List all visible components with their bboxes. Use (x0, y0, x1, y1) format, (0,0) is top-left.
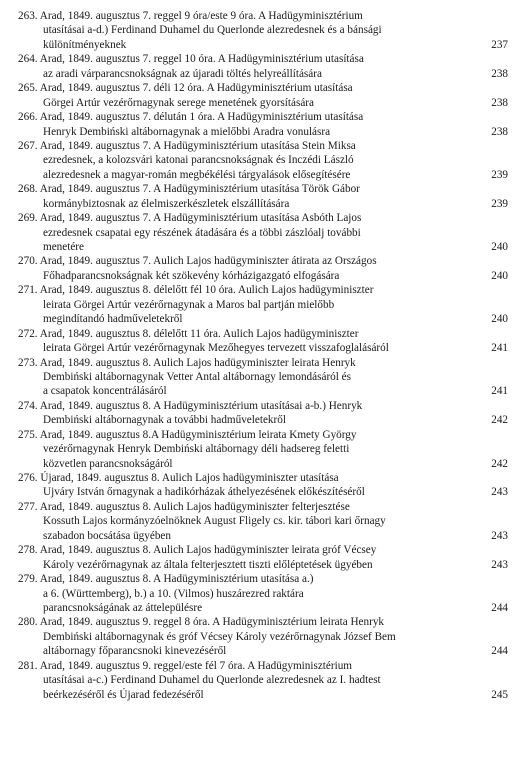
entry-text: beérkezéséről és Újarad fedezéséről (43, 688, 204, 701)
entry-text: parancsnokságának az áttelepülésre (43, 601, 203, 614)
entry-number: 275. (18, 428, 38, 441)
entry-text: Kossuth Lajos kormányzóelnöknek August Fligely cs. kir. tábori kari őrnagy (43, 515, 386, 528)
entry-text: Arad, 1849. augusztus 7. reggel 9 óra/este 9 óra. A Hadügyminisztérium (39, 10, 363, 22)
entry-text: alezredesnek a magyar-román megbékélési tárgyalások elősegítésére (43, 168, 351, 181)
entry-first-line (18, 399, 508, 413)
entry-text: Arad, 1849. augusztus 9. reggel 8 óra. A Hadügyminisztérium leirata Henryk (39, 616, 385, 629)
entry-continuation-line (18, 226, 508, 240)
entry-page-number: 238 (491, 67, 508, 80)
entry-text: Arad, 1849. augusztus 8.A Hadügyminisztérium leirata Kmety György (39, 428, 357, 441)
entry-text: Károly vezérőrnagynak az általa felterjesztett tiszti előléptetések ügyében (43, 558, 373, 571)
entry-continuation-line (18, 514, 508, 528)
entry-number: 277. (18, 500, 38, 513)
entry-first-line (18, 9, 508, 23)
entry-page-number: 238 (491, 96, 508, 109)
entry-continuation-line (18, 298, 508, 312)
entry-text: Arad, 1849. augusztus 7. Aulich Lajos hadügyminiszter átirata az Országos (39, 255, 377, 268)
entry-continuation-line (18, 240, 508, 254)
entry-text: megindítandó hadműveletekről (43, 313, 183, 326)
entry-first-line (18, 139, 508, 153)
toc-entry (18, 659, 508, 702)
toc-entry (18, 81, 508, 110)
entry-text: Arad, 1849. augusztus 8. Aulich Lajos hadügyminiszter leirata Henryk (39, 356, 356, 369)
entry-continuation-line (18, 413, 508, 427)
entry-text: leirata Görgei Artúr vezérőrnagynak a Maros bal partján mielőbb (43, 298, 335, 311)
toc-entry (18, 110, 508, 139)
entry-text: Arad, 1849. augusztus 7. A Hadügyminisztérium utasítása Asbóth Lajos (39, 212, 362, 225)
toc-entry (18, 543, 508, 572)
entry-page-number: 238 (491, 125, 508, 138)
entry-page-number: 243 (491, 529, 508, 542)
entry-text: Henryk Dembiński altábornagynak a mielőbbi Aradra vonulásra (43, 125, 331, 138)
entry-continuation-line (18, 630, 508, 644)
entry-continuation-line (18, 269, 508, 283)
entry-page-number: 244 (491, 601, 508, 614)
entry-continuation-line (18, 673, 508, 687)
entry-text: kormánybiztosnak az élelmiszerkészletek elszállítására (43, 197, 290, 210)
toc-entry (18, 428, 508, 471)
entry-text: az aradi várparancsnokságnak az újaradi töltés helyreállítására (43, 67, 322, 80)
entry-text: Arad, 1849. augusztus 7. reggel 10 óra. A Hadügyminisztérium utasítása (39, 53, 364, 66)
entry-number: 268. (18, 183, 38, 196)
toc-entry (18, 572, 508, 615)
entry-number: 276. (18, 472, 38, 484)
entry-first-line (18, 659, 508, 673)
entry-number: 281. (18, 659, 38, 672)
entry-continuation-line (18, 370, 508, 384)
entry-text: Görgei Artúr vezérőrnagynak serege menetének gyorsítására (43, 96, 314, 109)
entry-continuation-line (18, 153, 508, 167)
entry-number: 274. (18, 399, 38, 412)
entry-page-number: 239 (491, 168, 508, 181)
entry-continuation-line (18, 341, 508, 355)
entry-page-number: 240 (491, 313, 508, 326)
entry-continuation-line (18, 442, 508, 456)
entry-continuation-line (18, 38, 508, 52)
entry-first-line (18, 283, 508, 297)
entry-text: utasításai a-d.) Ferdinand Duhamel du Querlonde alezredesnek és a bánsági (43, 24, 382, 37)
entry-text: Arad, 1849. augusztus 7. délután 1 óra. A Hadügyminisztérium utasítása (39, 111, 364, 124)
entry-text: vezérőrnagynak Henryk Dembiński altábornagy déli hadsereg feletti (43, 443, 350, 456)
entry-continuation-line (18, 384, 508, 398)
entry-number: 265. (18, 82, 38, 95)
entry-number: 280. (18, 616, 38, 629)
entry-text: Arad, 1849. augusztus 8. délelőtt fél 10 óra. Aulich Lajos hadügyminiszter (39, 284, 374, 297)
entry-page-number: 245 (491, 688, 508, 701)
entry-continuation-line (18, 644, 508, 658)
entry-page-number: 243 (491, 558, 508, 571)
entry-first-line (18, 615, 508, 629)
entry-first-line (18, 254, 508, 268)
entry-first-line (18, 356, 508, 370)
entry-text: Arad, 1849. augusztus 8. Aulich Lajos hadügyminiszter leirata gróf Vécsey (39, 544, 377, 557)
entry-text: szabadon bocsátása ügyében (43, 529, 171, 542)
toc-entry (18, 139, 508, 182)
entry-text: Arad, 1849. augusztus 7. A Hadügyminisztérium utasítása Török Gábor (39, 183, 360, 196)
entry-page-number: 241 (491, 342, 508, 355)
toc-entry (18, 254, 508, 283)
toc-entry (18, 615, 508, 658)
entry-number: 271. (18, 284, 38, 297)
entry-first-line (18, 471, 508, 485)
entry-continuation-line (18, 312, 508, 326)
toc-entry (18, 500, 508, 543)
table-of-contents (18, 9, 508, 702)
entry-number: 263. (18, 10, 38, 22)
entry-continuation-line (18, 485, 508, 499)
entry-first-line (18, 182, 508, 196)
entry-continuation-line (18, 67, 508, 81)
entry-text: Arad, 1849. augusztus 8. Aulich Lajos hadügyminiszter felterjesztése (39, 500, 350, 513)
entry-number: 278. (18, 544, 38, 557)
entry-text: a 6. (Württemberg), b.) a 10. (Vilmos) huszárezred raktára (43, 587, 304, 600)
entry-first-line (18, 211, 508, 225)
entry-text: Arad, 1849. augusztus 8. A Hadügyminisztérium utasításai a-b.) Henryk (39, 399, 363, 412)
entry-text: Arad, 1849. augusztus 8. A Hadügyminisztérium utasítása a.) (39, 573, 314, 586)
entry-continuation-line (18, 125, 508, 139)
toc-entry (18, 399, 508, 428)
entry-first-line (18, 52, 508, 66)
entry-continuation-line (18, 558, 508, 572)
entry-page-number: 240 (491, 241, 508, 253)
entry-text: utasításai a-c.) Ferdinand Duhamel du Querlonde alezredesnek az I. hadtest (43, 674, 381, 687)
entry-text: Dembiński altábornagynak és gróf Vécsey Károly vezérőrnagynak József Bem (43, 630, 396, 643)
toc-entry (18, 471, 508, 500)
entry-page-number: 242 (491, 414, 508, 427)
toc-entry (18, 327, 508, 356)
entry-text: különítményeknek (43, 38, 127, 51)
entry-number: 279. (18, 573, 38, 586)
entry-text: ezredesnek csapatai egy részének átadására és a többi zászlóalj további (43, 226, 361, 239)
entry-first-line (18, 81, 508, 95)
entry-number: 267. (18, 139, 38, 152)
entry-text: Főhadparancsnokságnak két szökevény kórházigazgató elfogására (43, 269, 340, 282)
entry-text: Ujváry István őrnagynak a hadikórházak áthelyezésének előkészítéséről (43, 486, 365, 499)
entry-page-number: 240 (491, 269, 508, 282)
entry-page-number: 244 (491, 645, 508, 658)
entry-text: Újarad, 1849. augusztus 8. Aulich Lajos hadügyminiszter utasítása (40, 472, 339, 484)
toc-entry (18, 9, 508, 52)
entry-first-line (18, 428, 508, 442)
entry-continuation-line (18, 457, 508, 471)
entry-page-number: 242 (491, 457, 508, 470)
entry-continuation-line (18, 197, 508, 211)
entry-continuation-line (18, 587, 508, 601)
entry-text: menetére (43, 241, 84, 253)
entry-page-number: 241 (491, 385, 508, 398)
entry-continuation-line (18, 96, 508, 110)
entry-text: Arad, 1849. augusztus 9. reggel/este fél 7 óra. A Hadügyminisztérium (39, 659, 353, 672)
entry-text: Dembiński altábornagynak Vetter Antal altábornagy lemondásáról és (43, 370, 351, 383)
entry-first-line (18, 572, 508, 586)
entry-page-number: 239 (491, 197, 508, 210)
toc-entry (18, 52, 508, 81)
entry-text: altábornagy főparancsnoki kinevezéséről (43, 645, 227, 658)
entry-first-line (18, 543, 508, 557)
entry-first-line (18, 500, 508, 514)
toc-entry (18, 182, 508, 211)
entry-number: 266. (18, 111, 38, 124)
entry-page-number: 243 (491, 486, 508, 499)
entry-text: a csapatok koncentrálásáról (43, 385, 167, 398)
entry-text: Arad, 1849. augusztus 7. A Hadügyminisztérium utasítása Stein Miksa (39, 139, 356, 152)
entry-number: 270. (18, 255, 38, 268)
entry-first-line (18, 110, 508, 124)
entry-continuation-line (18, 688, 508, 702)
entry-text: leirata Görgei Artúr vezérőrnagynak Mezőhegyes tervezett visszafoglalásáról (43, 342, 389, 355)
toc-entry (18, 211, 508, 254)
entry-text: Arad, 1849. augusztus 7. déli 12 óra. A Hadügyminisztérium utasítása (39, 82, 353, 95)
entry-continuation-line (18, 601, 508, 615)
entry-number: 273. (18, 356, 38, 369)
toc-entry (18, 283, 508, 326)
entry-text: Dembiński altábornagynak a további hadműveletekről (43, 414, 286, 427)
entry-text: ezredesnek, a kolozsvári katonai parancsnokságnak és Inczédi László (43, 154, 354, 167)
entry-text: Arad, 1849. augusztus 8. délelőtt 11 óra. Aulich Lajos hadügyminiszter (39, 327, 359, 340)
entry-page-number: 237 (491, 38, 508, 51)
entry-number: 264. (18, 53, 38, 66)
entry-first-line (18, 327, 508, 341)
entry-continuation-line (18, 529, 508, 543)
entry-continuation-line (18, 168, 508, 182)
toc-entry (18, 356, 508, 399)
entry-text: közvetlen parancsnokságáról (43, 457, 173, 470)
entry-number: 272. (18, 327, 38, 340)
entry-continuation-line (18, 23, 508, 37)
entry-number: 269. (18, 212, 38, 225)
